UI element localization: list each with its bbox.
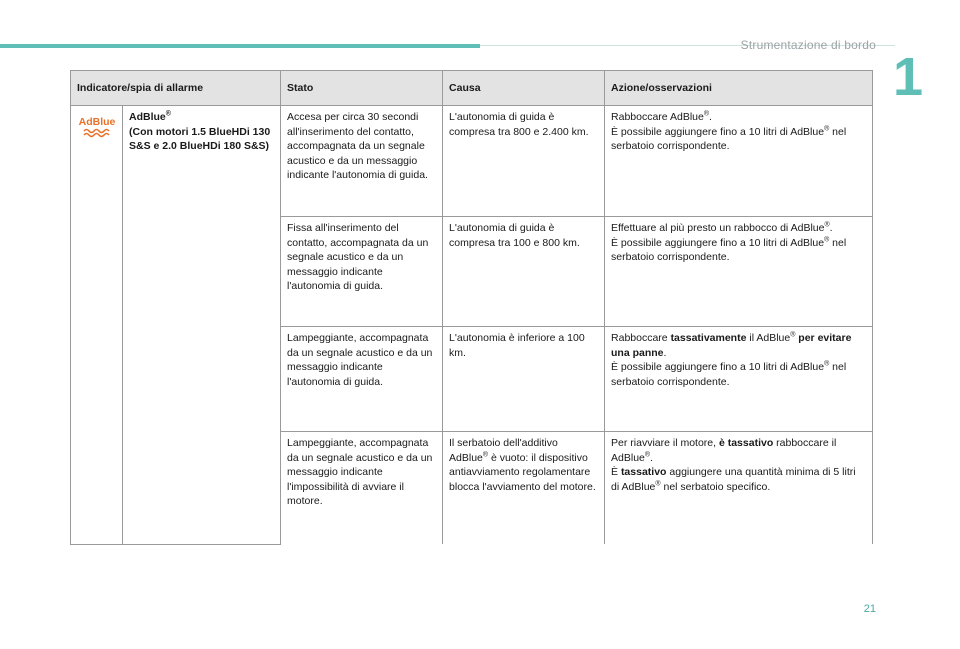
stato-cell: Fissa all'inserimento del contatto, accompagnata da un segnale acustico e da un messaggio indicante l'autonomia di guida. bbox=[281, 217, 443, 327]
azione-cell: Per riavviare il motore, è tassativo rabboccare il AdBlue®. È tassativo aggiungere una quantità minima di 5 litri di AdBlue® nel serbatoio specifico. bbox=[605, 432, 873, 545]
adblue-icon-text: AdBlue bbox=[78, 116, 115, 128]
adblue-wave-top bbox=[84, 130, 109, 133]
page-number: 21 bbox=[863, 603, 876, 615]
adblue-icon bbox=[77, 114, 117, 140]
azione-cell: Effettuare al più presto un rabbocco di AdBlue®. È possibile aggiungere fino a 10 litri di AdBlue® nel serbatoio corrispondente. bbox=[605, 217, 873, 327]
section-title: Strumentazione di bordo bbox=[740, 38, 876, 52]
causa-cell: Il serbatoio dell'additivo AdBlue® è vuoto: il dispositivo antiavviamento regolamentare blocca l'avviamento del motore. bbox=[443, 432, 605, 545]
warning-lights-table bbox=[70, 70, 873, 545]
causa-cell: L'autonomia di guida è compresa tra 800 e 2.400 km. bbox=[443, 106, 605, 217]
stato-cell: Accesa per circa 30 secondi all'inserimento del contatto, accompagnata da un segnale acustico e da un messaggio indicante l'autonomia di guida. bbox=[281, 106, 443, 217]
causa-cell: L'autonomia di guida è compresa tra 100 e 800 km. bbox=[443, 217, 605, 327]
azione-cell: Rabboccare AdBlue®. È possibile aggiungere fino a 10 litri di AdBlue® nel serbatoio corrispondente. bbox=[605, 106, 873, 217]
header-accent-bar bbox=[0, 44, 480, 48]
azione-cell: Rabboccare tassativamente il AdBlue® per evitare una panne. È possibile aggiungere fino a 10 litri di AdBlue® nel serbatoio corrispondente. bbox=[605, 327, 873, 432]
indicator-engines: (Con motori 1.5 BlueHDi 130 S&S e 2.0 BlueHDi 180 S&S) bbox=[129, 125, 271, 152]
table-row bbox=[71, 106, 873, 217]
causa-cell: L'autonomia è inferiore a 100 km. bbox=[443, 327, 605, 432]
indicator-name: AdBlue® bbox=[129, 110, 171, 123]
stato-cell: Lampeggiante, accompagnata da un segnale acustico e da un messaggio indicante l'autonomia di guida. bbox=[281, 327, 443, 432]
column-header-stato: Stato bbox=[281, 71, 443, 106]
column-header-indicator: Indicatore/spia di allarme bbox=[71, 71, 281, 106]
chapter-number: 1 bbox=[893, 47, 924, 107]
indicator-icon-cell bbox=[71, 106, 123, 545]
stato-cell: Lampeggiante, accompagnata da un segnale acustico e da un messaggio indicante l'impossibilità di avviare il motore. bbox=[281, 432, 443, 545]
column-header-azione: Azione/osservazioni bbox=[605, 71, 873, 106]
adblue-wave-bottom bbox=[84, 134, 109, 137]
table-header-row bbox=[71, 71, 873, 106]
column-header-causa: Causa bbox=[443, 71, 605, 106]
indicator-name-cell bbox=[123, 106, 281, 545]
